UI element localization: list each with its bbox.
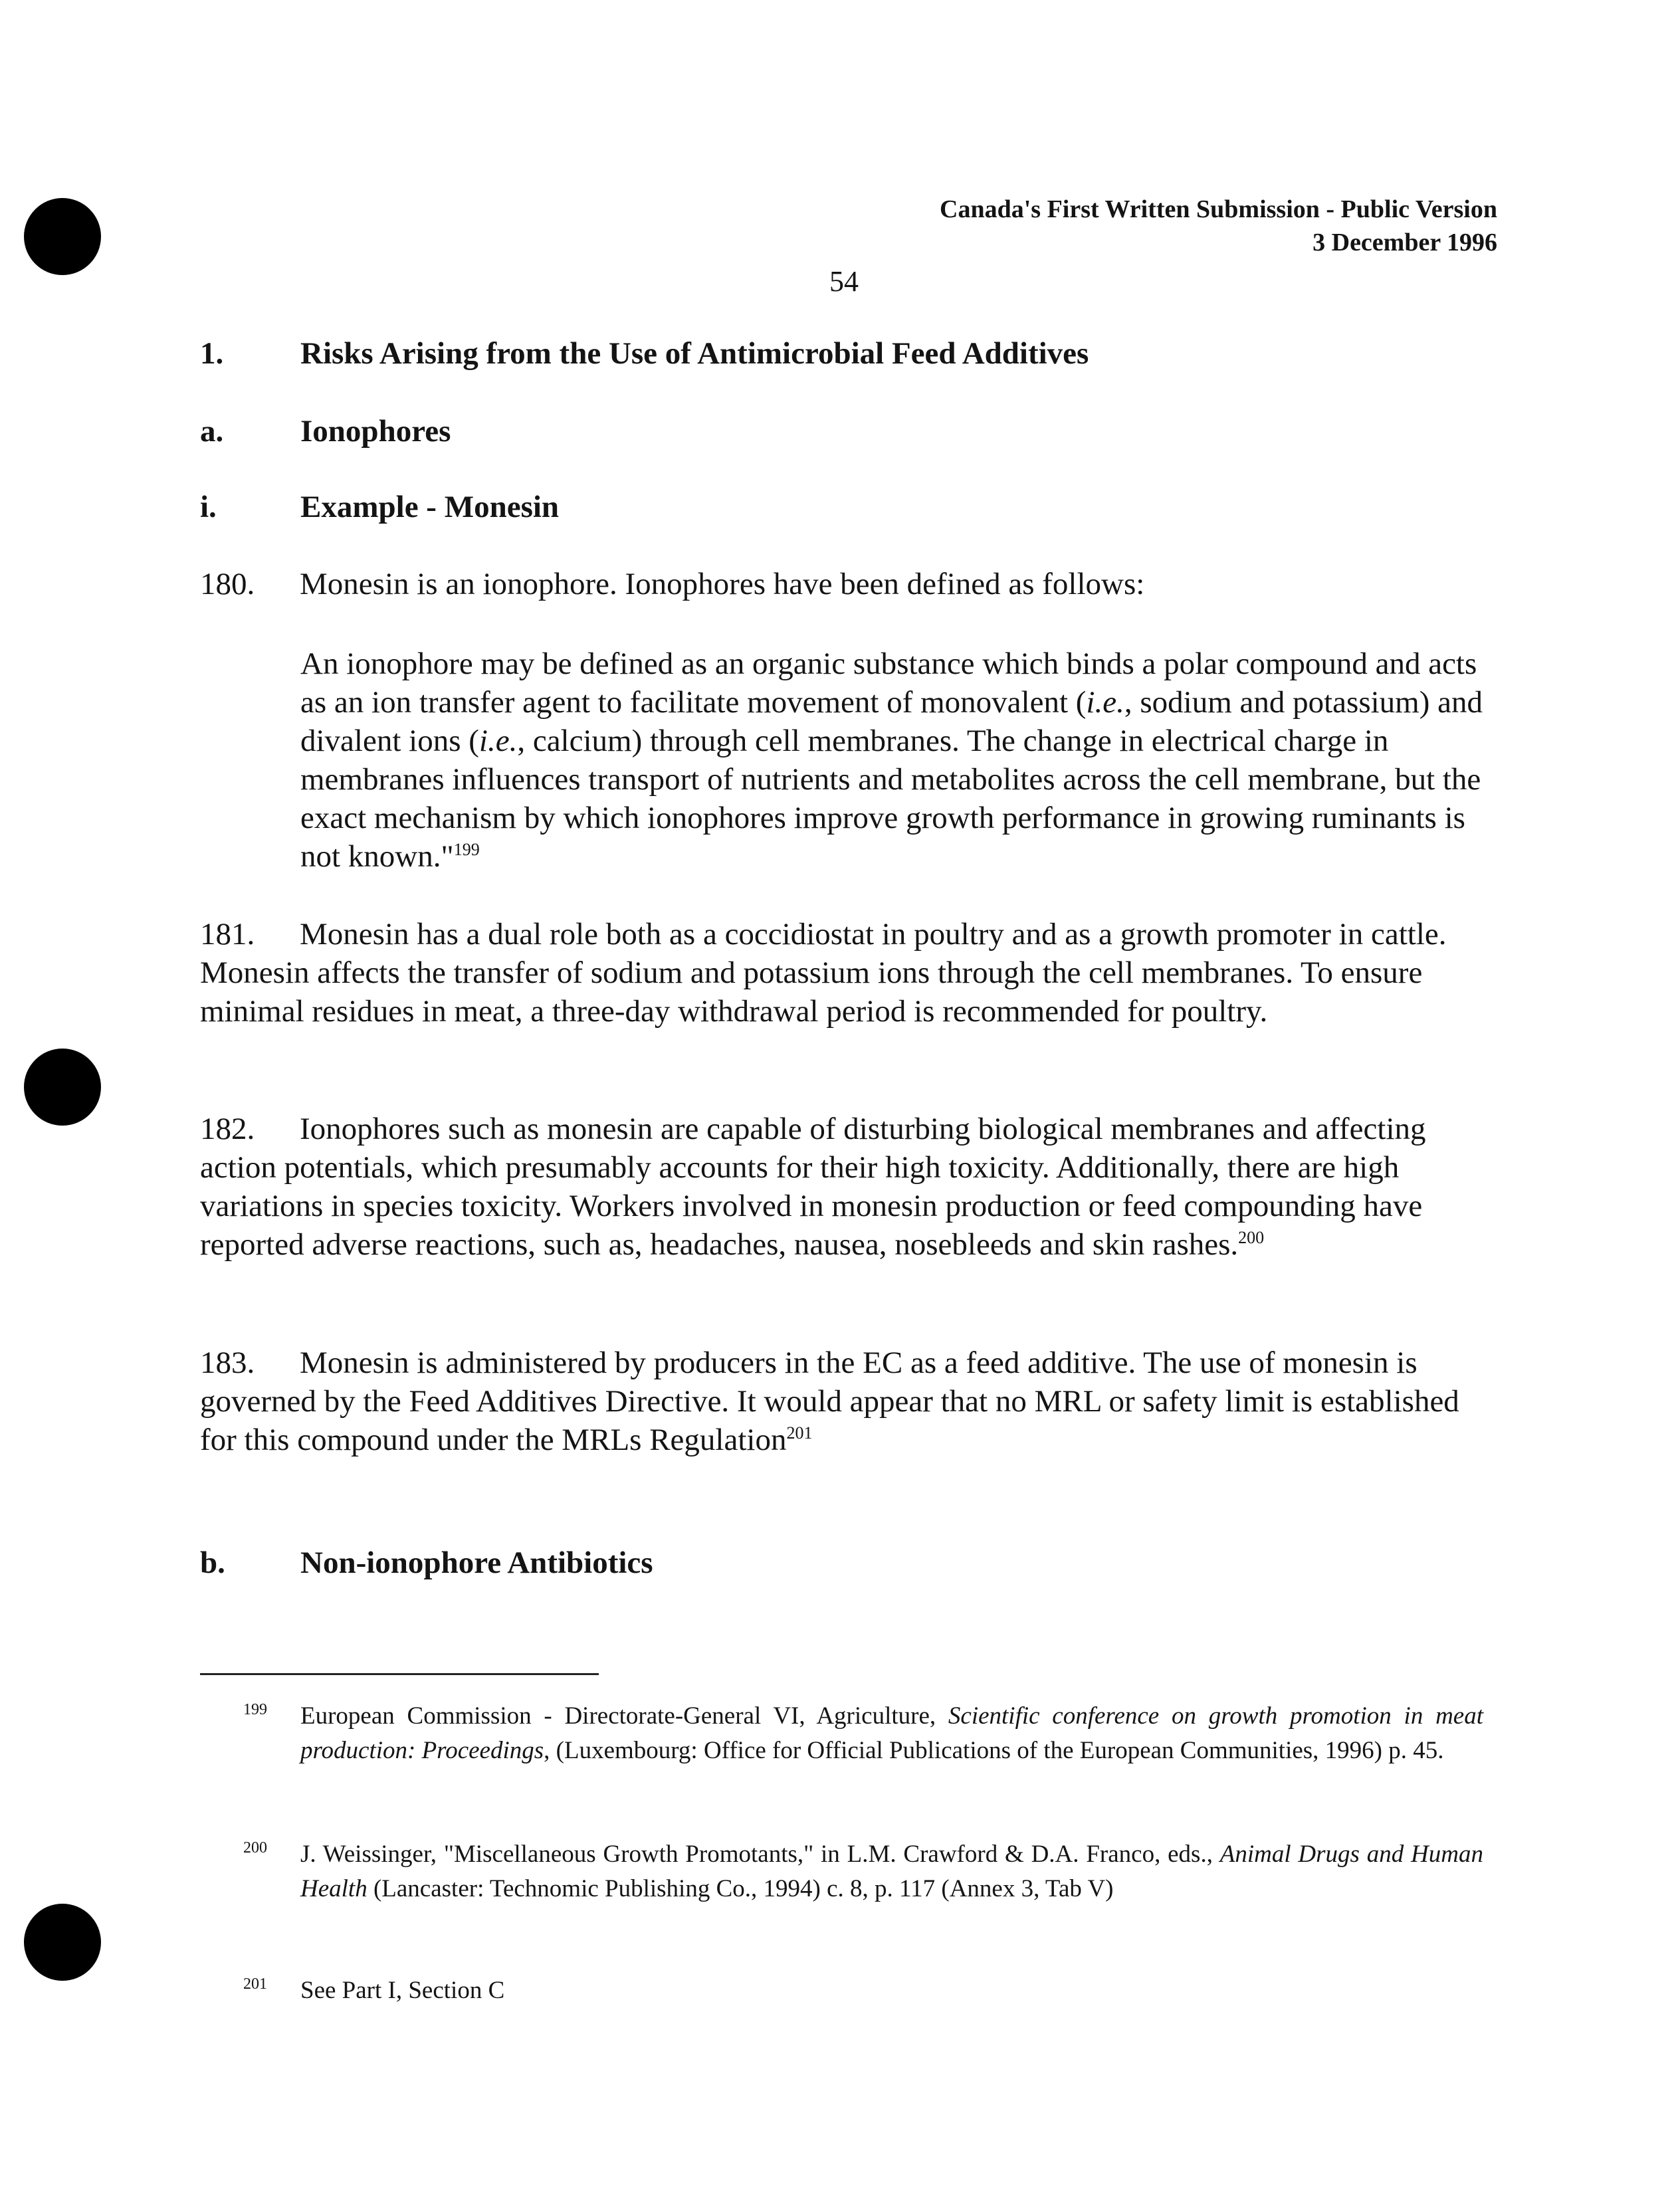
footnote-text: J. Weissinger, "Miscellaneous Growth Promotants," in L.M. Crawford & D.A. Franco, eds., — [300, 1841, 1220, 1868]
paragraph-text: Monesin has a dual role both as a coccidiostat in poultry and as a growth promoter in cattle. Monesin affects the transfer of sodium and potassium ions through the cell membranes. To ensure minimal residues in meat, a three-day withdrawal period is recommended for poultry. — [200, 917, 1447, 1029]
footnote-ref: 201 — [786, 1423, 813, 1443]
paragraph-number: 182. — [200, 1112, 255, 1146]
footnote-italic: Animal Drugs and Human Health — [300, 1841, 1483, 1902]
page-number: 54 — [829, 265, 859, 298]
heading-number: 1. — [200, 336, 224, 371]
quote-text: An ionophore may be defined as an organic substance which binds a polar compound and acts as an ion transfer agent to facilitate movement of monovalent ( — [300, 647, 1477, 720]
paragraph-182 — [200, 1110, 1496, 1264]
paragraph-181 — [200, 915, 1496, 1031]
header-title: Canada's First Written Submission - Public Version — [940, 195, 1497, 223]
heading-number: a. — [200, 414, 224, 449]
quote-text: , sodium and potassium) and divalent ions ( — [300, 685, 1483, 758]
paragraph-text: Monesin is an ionophore. Ionophores have been defined as follows: — [300, 567, 1145, 601]
footnote-200 — [300, 1837, 1483, 1906]
heading-number: i. — [200, 490, 217, 524]
footnote-ref: 200 — [1238, 1228, 1265, 1247]
paragraph-number: 183. — [200, 1346, 255, 1380]
punch-hole-middle — [24, 1049, 101, 1126]
footnote-199 — [300, 1699, 1483, 1768]
paragraph-text: Ionophores such as monesin are capable of disturbing biological membranes and affecting action potentials, which presumably accounts for their high toxicity. Additionally, there are high variations in species toxicity. Workers involved in monesin production or feed compounding have reported adverse reactions, such as, headaches, nausea, nosebleeds and skin rashes. — [200, 1112, 1426, 1262]
footnote-number: 200 — [243, 1839, 267, 1857]
footnote-text: , (Luxembourg: Office for Official Publications of the European Communities, 1996) p. 45. — [544, 1737, 1444, 1764]
footnote-text: (Lancaster: Technomic Publishing Co., 1994) c. 8, p. 117 (Annex 3, Tab V) — [367, 1875, 1114, 1902]
footnote-ref: 199 — [453, 840, 480, 859]
footnote-italic: Scientific conference on growth promotion in meat production: Proceedings — [300, 1702, 1483, 1764]
footnote-number: 201 — [243, 1975, 267, 1993]
paragraph-number: 180. — [200, 567, 255, 601]
quote-italic: i.e. — [1086, 685, 1124, 720]
heading-text: Risks Arising from the Use of Antimicrobial Feed Additives — [300, 336, 1089, 371]
heading-text: Ionophores — [300, 414, 451, 449]
document-header — [940, 193, 1497, 259]
footnote-text: European Commission - Directorate-General VI, Agriculture, — [300, 1702, 948, 1730]
punch-hole-bottom — [24, 1904, 101, 1981]
punch-hole-top — [24, 198, 101, 275]
footnote-201: See Part I, Section C — [300, 1977, 505, 2004]
paragraph-number: 181. — [200, 917, 255, 952]
paragraph-text: Monesin is administered by producers in the EC as a feed additive. The use of monesin is governed by the Feed Additives Directive. It would appear that no MRL or safety limit is established for this compound under the MRLs Regulation — [200, 1346, 1459, 1457]
quote-italic: i.e. — [478, 724, 518, 758]
heading-text: Example - Monesin — [300, 490, 560, 524]
quote-text: , calcium) through cell membranes. The change in electrical charge in membranes influences transport of nutrients and metabolites across the cell membrane, but the exact mechanism by which ionophores improve growth performance in growing ruminants is not known." — [300, 724, 1481, 874]
footnote-separator — [200, 1673, 599, 1675]
block-quote — [300, 645, 1483, 876]
footnote-number: 199 — [243, 1701, 267, 1718]
heading-number: b. — [200, 1546, 225, 1580]
heading-text: Non-ionophore Antibiotics — [300, 1546, 653, 1580]
paragraph-180 — [200, 565, 1496, 603]
header-date: 3 December 1996 — [1312, 229, 1497, 256]
paragraph-183 — [200, 1344, 1496, 1459]
